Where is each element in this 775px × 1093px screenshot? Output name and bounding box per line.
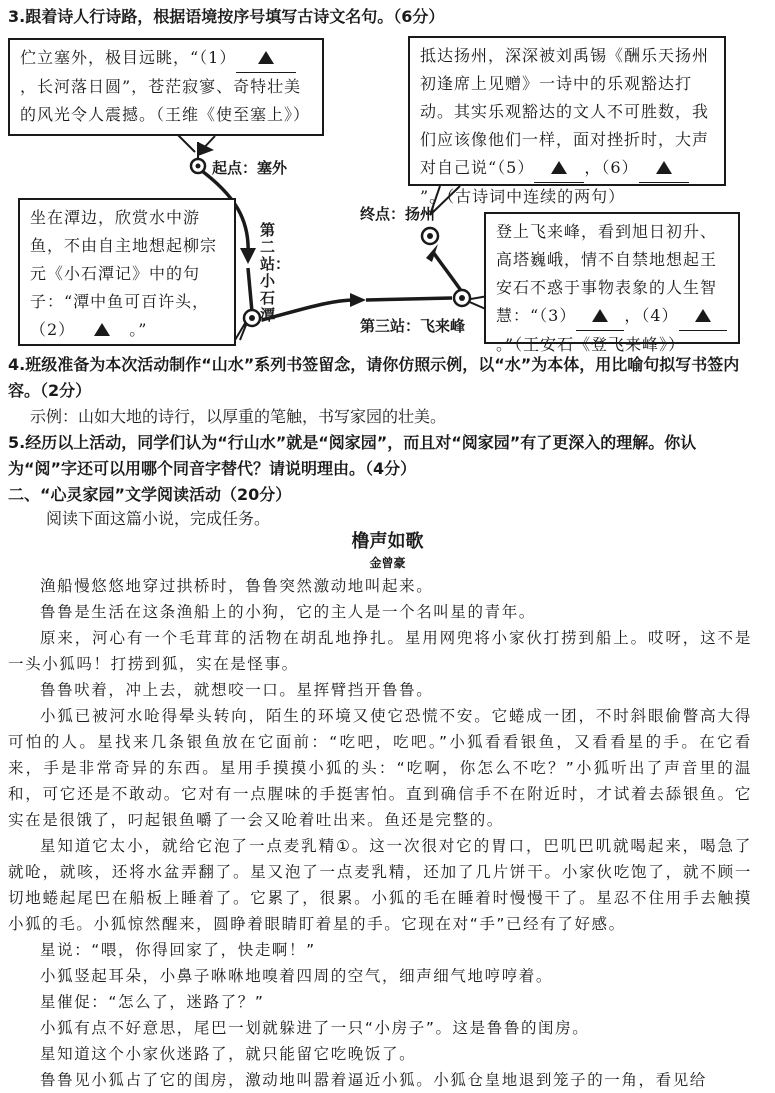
answer-blank-1[interactable] <box>236 44 296 73</box>
story-paragraph: 原来，河心有一个毛茸茸的活物在胡乱地挣扎。星用网兜将小家伙打捞到船上。哎呀，这不是一头小狐吗！打捞到狐，实在是怪事。 <box>8 629 752 673</box>
triangle-icon <box>258 51 274 64</box>
station2-label: 第二站：小石潭 <box>260 221 291 324</box>
story-paragraph: 星说：“喂，你得回家了，快走啊！” <box>40 941 316 959</box>
answer-blank-6[interactable] <box>639 154 689 183</box>
story-paragraph: 渔船慢悠悠地穿过拱桥时，鲁鲁突然激动地叫起来。 <box>40 577 434 595</box>
triangle-icon <box>551 161 567 174</box>
story-paragraph: 小狐竖起耳朵，小鼻子咻咻地嗅着四周的空气，细声细气地哼哼着。 <box>40 967 554 985</box>
triangle-icon <box>695 309 711 322</box>
start-label: 起点：塞外 <box>212 159 288 177</box>
story-paragraph: 鲁鲁吠着，冲上去，就想咬一口。星挥臂挡开鲁鲁。 <box>40 681 434 699</box>
callout-box-1: 伫立塞外，极目远眺，“（1），长河落日圆”，苍茫寂寥、奇特壮美的风光令人震撼。（王维《使至塞上》） <box>8 38 324 136</box>
station3-label: 第三站：飞来峰 <box>360 317 466 335</box>
triangle-icon <box>592 309 608 322</box>
callout-box-4: 登上飞来峰，看到旭日初升、高塔巍峨，情不自禁地想起王安石不惑于事物表象的人生智慧：“（3） ，（4）。”（王安石《登飞来峰》） <box>484 212 740 344</box>
q3-stem: 3.跟着诗人行诗路，根据语境按序号填写古诗文名句。（6分） <box>8 7 445 26</box>
story-author: 金曾豪 <box>369 556 406 570</box>
answer-blank-3[interactable] <box>576 302 624 331</box>
section2-instruction: 阅读下面这篇小说，完成任务。 <box>46 509 271 528</box>
answer-blank-5[interactable] <box>534 154 584 183</box>
callout-box-2: 抵达扬州，深深被刘禹锡《酬乐天扬州初逢席上见赠》一诗中的乐观豁达打动。其实乐观豁达的文人不可胜数，我们应该像他们一样，面对挫折时，大声对自己说“（5） ，（6）”。（古诗词中连续的两句） <box>408 36 726 186</box>
flag-icon <box>198 142 214 156</box>
route-segment-3 <box>433 252 462 292</box>
end-label: 终点：扬州 <box>360 205 436 223</box>
section2-heading: 二、“心灵家园”文学阅读活动（20分） <box>8 485 292 504</box>
callout-box-3: 坐在潭边，欣赏水中游鱼，不由自主地想起柳宗元《小石潭记》中的句子：“潭中鱼可百许头，（2） 。” <box>18 198 236 346</box>
story-paragraph: 星知道这个小家伙迷路了，就只能留它吃晚饭了。 <box>40 1045 417 1063</box>
story-paragraph: 小狐有点不好意思，尾巴一划就躲进了一只“小房子”。这是鲁鲁的闺房。 <box>40 1019 590 1037</box>
answer-blank-2[interactable] <box>75 316 129 345</box>
story-paragraph: 鲁鲁见小狐占了它的闺房，激动地叫嚣着逼近小狐。小狐仓皇地退到笼子的一角，看见给 <box>40 1071 707 1089</box>
story-paragraph: 小狐已被河水呛得晕头转向，陌生的环境又使它恐慌不安。它蜷成一团，不时斜眼偷瞥高大得可怕的人。星找来几条银鱼放在它面前：“吃吧，吃吧。”小狐看看银鱼，又看看星的手。在它看来，手是非常奇异的东西。星用手摸摸小狐的头：“吃啊，你怎么不吃？”小狐听出了声音里的温和，可它还是不敢动。它对有一点腥味的手挺害怕。直到确信手不在附近时，才试着去舔银鱼。它实在是很饿了，叼起银鱼嚼了一会又呛着吐出来。鱼还是完整的。 <box>8 707 752 829</box>
triangle-icon <box>94 323 110 336</box>
q5-stem: 5.经历以上活动，同学们认为“行山水”就是“阅家园”，而且对“阅家园”有了更深入的理解。你认为“阅”字还可以用哪个同音字替代？请说明理由。（4分） <box>8 433 697 478</box>
story-body <box>8 573 752 1089</box>
q4-example: 示例：山如大地的诗行，以厚重的笔触，书写家园的壮美。 <box>30 407 447 426</box>
q4-stem: 4.班级准备为本次活动制作“山水”系列书签留念，请你仿照示例，以“水”为本体，用比喻句拟写书签内容。（2分） <box>8 355 740 400</box>
story-paragraph: 星催促：“怎么了，迷路了？” <box>40 993 265 1011</box>
story-title: 橹声如歌 <box>351 531 424 552</box>
story-paragraph: 鲁鲁是生活在这条渔船上的小狗，它的主人是一个名叫星的青年。 <box>40 603 536 621</box>
story-paragraph: 星知道它太小，就给它泡了一点麦乳精①。这一次很对它的胃口，巴叽巴叽就喝起来，喝急了就呛，就咳，还将水盆弄翻了。星又泡了一点麦乳精，还加了几片饼干。小家伙吃饱了，就不顾一切地蜷起尾巴在船板上睡着了。它累了，很累。小狐的毛在睡着时慢慢干了。星忍不住用手去触摸小狐的毛。小狐惊然醒来，圆睁着眼睛盯着星的手。它现在对“手”已经有了好感。 <box>8 837 752 933</box>
answer-blank-4[interactable] <box>679 302 727 331</box>
triangle-icon <box>656 161 672 174</box>
